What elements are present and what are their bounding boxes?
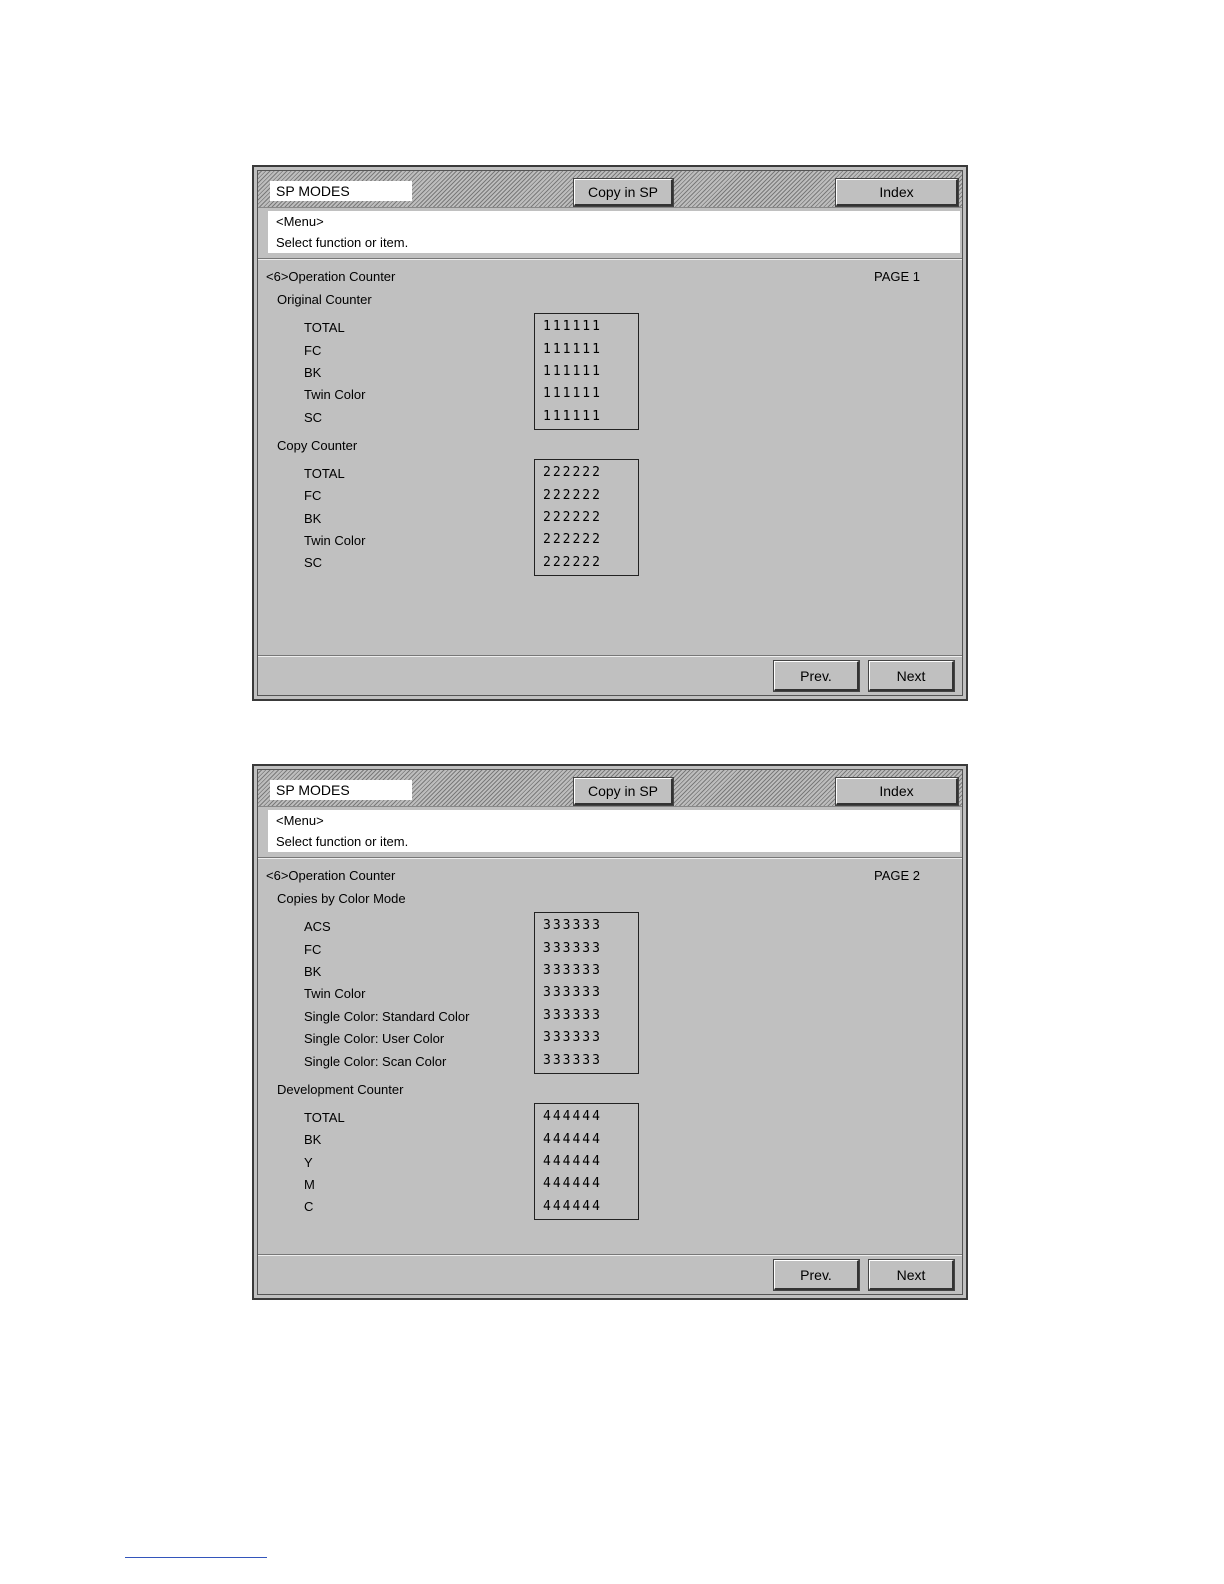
counter-value: 111111 [543, 364, 602, 379]
group-title-copies-by-color-mode: Copies by Color Mode [277, 891, 406, 906]
row-label: BK [304, 964, 322, 979]
counter-value: 333333 [543, 941, 602, 956]
counter-value: 333333 [543, 1008, 602, 1023]
counter-value: 222222 [543, 532, 602, 547]
row-label: SC [304, 410, 323, 425]
counter-value: 333333 [543, 918, 602, 933]
counter-value: 111111 [543, 319, 602, 334]
row-label: Twin Color [304, 387, 366, 402]
row-label: Y [304, 1155, 313, 1170]
footnote-separator [125, 1557, 267, 1558]
row-label: TOTAL [304, 320, 345, 335]
counter-value: 333333 [543, 1053, 602, 1068]
row-label: ACS [304, 919, 331, 934]
copy-in-sp-button[interactable]: Copy in SP [574, 179, 673, 206]
row-label: C [304, 1199, 314, 1214]
row-label: FC [304, 343, 322, 358]
group-title-original-counter: Original Counter [277, 292, 372, 307]
divider [258, 857, 962, 859]
copy-in-sp-button[interactable]: Copy in SP [574, 778, 673, 805]
sp-modes-title: SP MODES [270, 181, 412, 201]
prev-button[interactable]: Prev. [774, 1260, 859, 1290]
row-label: BK [304, 365, 322, 380]
counter-value: 222222 [543, 510, 602, 525]
counter-value-box [534, 912, 639, 1074]
counter-value-box [534, 1103, 639, 1220]
row-label: TOTAL [304, 466, 345, 481]
row-label: BK [304, 511, 322, 526]
counter-value-box [534, 313, 639, 430]
instruction-text: Select function or item. [276, 834, 409, 849]
counter-value-box [534, 459, 639, 576]
message-box [268, 810, 960, 852]
counter-value: 444444 [543, 1176, 602, 1191]
row-label: FC [304, 488, 322, 503]
counter-value: 222222 [543, 465, 602, 480]
page-indicator: PAGE 2 [874, 868, 921, 883]
row-label: Single Color: Scan Color [304, 1054, 447, 1069]
index-button[interactable]: Index [836, 778, 958, 805]
counter-value: 111111 [543, 342, 602, 357]
menu-label: <Menu> [276, 813, 324, 828]
divider [258, 258, 962, 260]
index-button[interactable]: Index [836, 179, 958, 206]
title-bar [258, 770, 962, 807]
row-label: TOTAL [304, 1110, 345, 1125]
row-label: FC [304, 942, 322, 957]
counter-value: 333333 [543, 985, 602, 1000]
row-label: SC [304, 555, 323, 570]
counter-value: 111111 [543, 386, 602, 401]
counter-value: 333333 [543, 963, 602, 978]
section-title: <6>Operation Counter [266, 868, 396, 883]
section-title: <6>Operation Counter [266, 269, 396, 284]
screen-frame [257, 170, 963, 696]
row-label: Single Color: Standard Color [304, 1009, 470, 1024]
sp-modes-screen-page-1 [252, 165, 968, 701]
instruction-text: Select function or item. [276, 235, 409, 250]
counter-value: 111111 [543, 409, 602, 424]
counter-value: 333333 [543, 1030, 602, 1045]
page-indicator: PAGE 1 [874, 269, 921, 284]
divider [258, 1254, 962, 1256]
row-label: BK [304, 1132, 322, 1147]
counter-value: 444444 [543, 1132, 602, 1147]
counter-value: 444444 [543, 1109, 602, 1124]
next-button[interactable]: Next [869, 1260, 954, 1290]
menu-label: <Menu> [276, 214, 324, 229]
divider [258, 655, 962, 657]
sp-modes-screen-page-2 [252, 764, 968, 1300]
row-label: Twin Color [304, 533, 366, 548]
screen-frame [257, 769, 963, 1295]
row-label: Twin Color [304, 986, 366, 1001]
row-label: M [304, 1177, 315, 1192]
title-bar [258, 171, 962, 208]
counter-value: 444444 [543, 1154, 602, 1169]
counter-value: 444444 [543, 1199, 602, 1214]
message-box [268, 211, 960, 253]
group-title-copy-counter: Copy Counter [277, 438, 358, 453]
sp-modes-title: SP MODES [270, 780, 412, 800]
counter-value: 222222 [543, 555, 602, 570]
next-button[interactable]: Next [869, 661, 954, 691]
prev-button[interactable]: Prev. [774, 661, 859, 691]
counter-value: 222222 [543, 488, 602, 503]
row-label: Single Color: User Color [304, 1031, 445, 1046]
group-title-development-counter: Development Counter [277, 1082, 404, 1097]
